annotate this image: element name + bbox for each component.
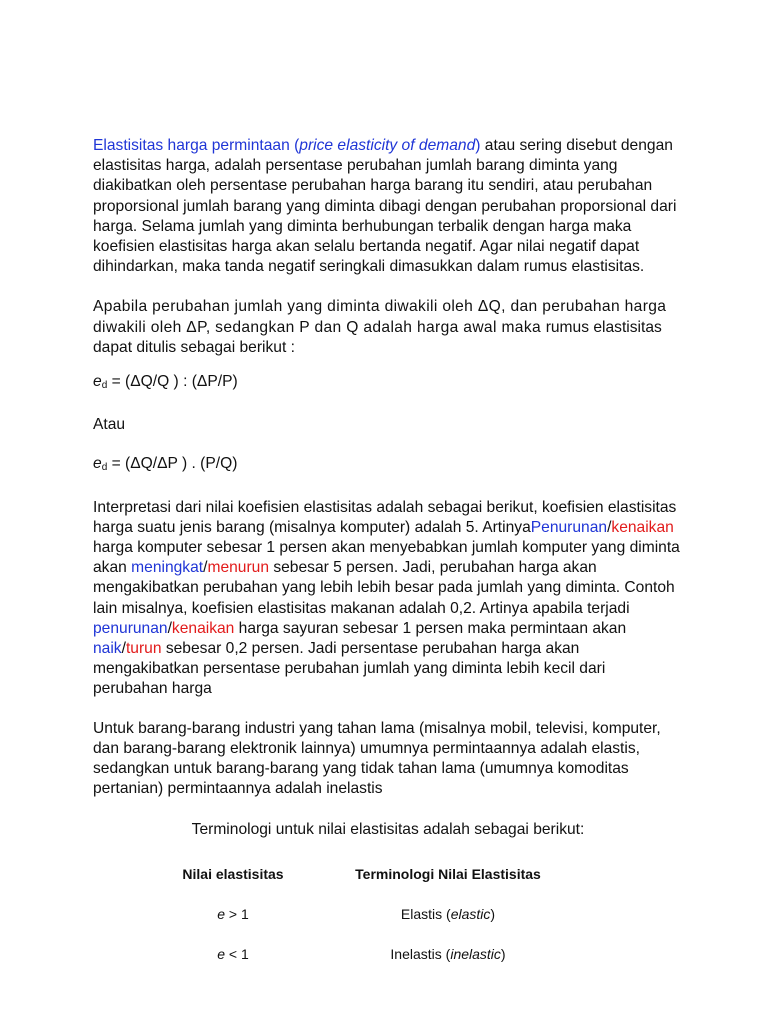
atau-label: Atau bbox=[93, 416, 126, 434]
paragraph-interpretation: Interpretasi dari nilai koefisien elastisitas adalah sebagai berikut, koefisien elastisitas harga suatu jenis barang (misalnya komputer) adalah 5. ArtinyaPenurunan/kenaikan harga komputer sebesar 1 persen akan menyebabkan jumlah komputer yang diminta akan meningkat/menurun sebesar 5 persen. Jadi, perubahan harga akan mengakibatkan perubahan yang lebih lebih besar pada jumlah yang diminta. Contoh lain misalnya, koefisien elastisitas makanan adalah 0,2. Artinya apabila terjadi penurunan/kenaikan harga sayuran sebesar 1 persen maka permintaan akan naik/turun sebesar 0,2 persen. Jadi persentase perubahan harga akan mengakibatkan persentase perubahan jumlah yang diminta lebih kecil dari perubahan harga bbox=[93, 498, 680, 698]
cell-value: e > 1 bbox=[217, 905, 249, 922]
paragraph-durable-goods: Untuk barang-barang industri yang tahan lama (misalnya mobil, televisi, komputer, dan barang-barang elektronik lainnya) umumnya permintaannya adalah elastis, sedangkan untuk barang-barang yang tidak tahan lama (umumnya komoditas pertanian) permintaannya adalah inelastis bbox=[93, 719, 661, 798]
table-row bbox=[143, 944, 573, 964]
formula-product: $e_d = (\Delta Q/\Delta P$ ) . (P/Q) bbox=[93, 455, 238, 474]
table-intro: Terminologi untuk nilai elastisitas adalah sebagai berikut: bbox=[191, 821, 585, 839]
table-row bbox=[143, 904, 573, 924]
cell-value: e < 1 bbox=[217, 945, 249, 962]
elasticity-table bbox=[143, 864, 573, 964]
cell-term: Elastis (elastic) bbox=[400, 905, 496, 922]
header-terminologi: Terminologi Nilai Elastisitas bbox=[355, 865, 541, 882]
term-link[interactable]: Elastisitas harga permintaan (price elasticity of demand) bbox=[93, 137, 481, 154]
cell-term: Inelastis (inelastic) bbox=[390, 945, 506, 962]
paragraph-definition: Elastisitas harga permintaan (price elasticity of demand) atau sering disebut dengan elastisitas harga, adalah persentase perubahan jumlah barang diminta yang diakibatkan oleh persentase perubahan harga barang itu sendiri, atau perubahan proporsional jumlah barang yang diminta dibagi dengan perubahan proporsional dari harga. Selama jumlah yang diminta berhubungan terbalik dengan harga maka koefisien elastisitas harga akan selalu bertanda negatif. Agar nilai negatif dapat dihindarkan, maka tanda negatif seringkali dimasukkan dalam rumus elastisitas. bbox=[93, 137, 677, 276]
document-page bbox=[93, 136, 683, 964]
header-nilai: Nilai elastisitas bbox=[182, 865, 284, 882]
formula-ratio: $e_d = (\Delta Q/Q$ ) : (ΔP/P) bbox=[93, 373, 238, 392]
table-header-row bbox=[143, 864, 573, 884]
paragraph-variables: Apabila perubahan jumlah yang diminta diwakili oleh ΔQ, dan perubahan harga diwakili oleh ΔP, sedangkan P dan Q adalah harga awal maka rumus elastisitas dapat ditulis sebagai berikut : bbox=[93, 298, 667, 356]
